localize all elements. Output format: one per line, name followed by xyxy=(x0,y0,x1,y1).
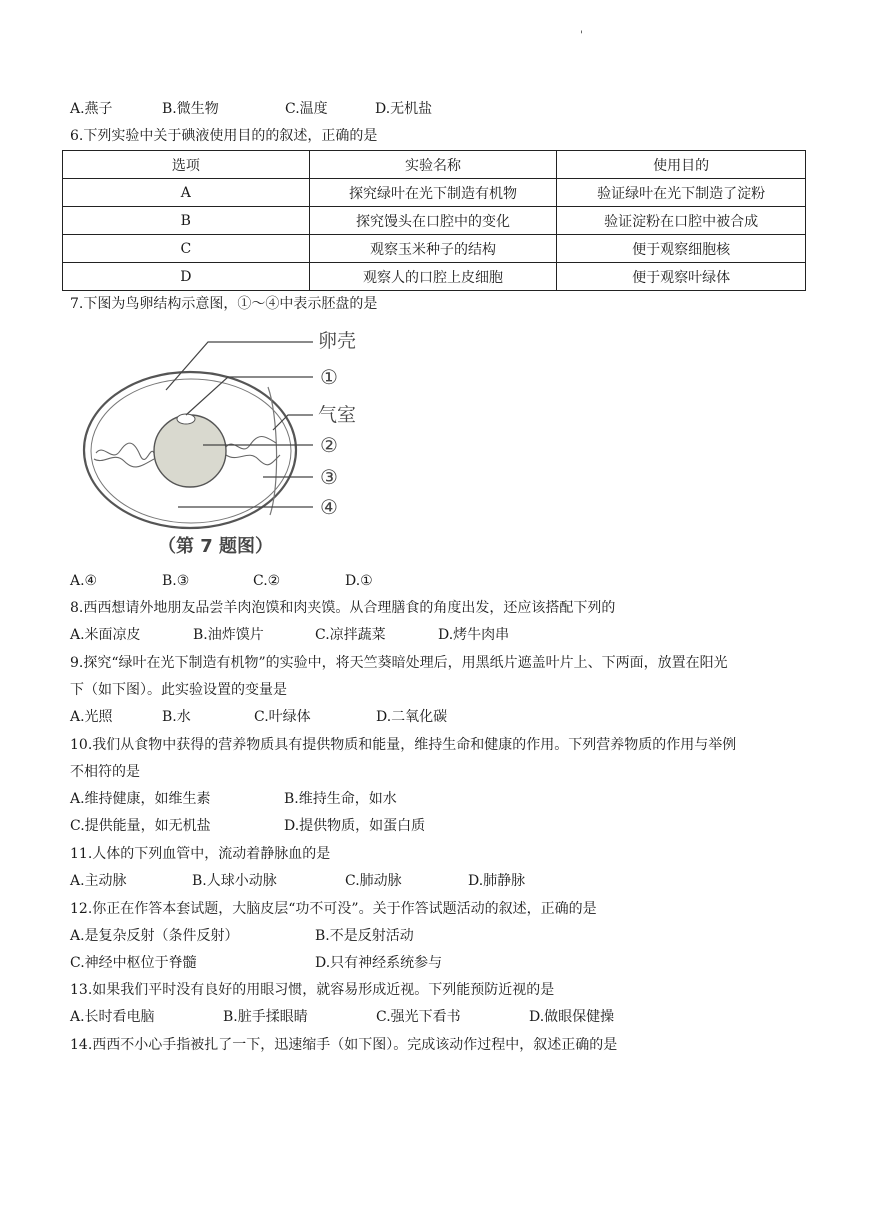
table-header: 选项 xyxy=(63,151,310,179)
q11-option-a: A.主动脉 xyxy=(70,873,127,889)
q8-option-c: C.凉拌蔬菜 xyxy=(315,627,386,643)
table-cell: A xyxy=(63,179,310,207)
q10-option-c: C.提供能量，如无机盐 xyxy=(70,818,211,834)
q5-option-c: C.温度 xyxy=(285,101,328,117)
yolk xyxy=(154,415,226,487)
leader-shell xyxy=(166,342,313,390)
bird-egg-diagram xyxy=(78,325,378,565)
q13-option-c: C.强光下看书 xyxy=(376,1009,461,1025)
table-cell: 观察人的口腔上皮细胞 xyxy=(309,263,557,291)
table-cell: C xyxy=(63,235,310,263)
q8-option-d: D.烤牛肉串 xyxy=(438,627,510,643)
q10-option-a: A.维持健康，如维生素 xyxy=(70,791,211,807)
q7-option-b: B.③ xyxy=(162,573,190,589)
q10-option-d: D.提供物质，如蛋白质 xyxy=(284,818,426,834)
q9-option-c: C.叶绿体 xyxy=(254,709,311,725)
table-header: 使用目的 xyxy=(557,151,806,179)
chalaza-right-2 xyxy=(226,455,280,465)
table-row xyxy=(63,207,806,235)
table-cell: D xyxy=(63,263,310,291)
q9-option-b: B.水 xyxy=(162,709,191,725)
q5-option-d: D.无机盐 xyxy=(375,101,433,117)
q13-option-b: B.脏手揉眼睛 xyxy=(223,1009,308,1025)
leader-1 xyxy=(186,377,313,415)
table-cell: 验证绿叶在光下制造了淀粉 xyxy=(557,179,806,207)
table-header: 实验名称 xyxy=(309,151,557,179)
label-1: ① xyxy=(320,365,338,389)
table-cell: 探究馒头在口腔中的变化 xyxy=(309,207,557,235)
q9-option-d: D.二氧化碳 xyxy=(376,709,448,725)
q7-option-a: A.④ xyxy=(70,573,98,589)
table-cell: 探究绿叶在光下制造有机物 xyxy=(309,179,557,207)
q11-option-d: D.肺静脉 xyxy=(468,873,526,889)
q8-option-a: A.米面凉皮 xyxy=(70,627,141,643)
germinal-disc xyxy=(177,414,195,424)
q11-stem: 11.人体的下列血管中，流动着静脉血的是 xyxy=(70,846,331,862)
q7-option-c: C.② xyxy=(253,573,281,589)
table-header-row xyxy=(63,151,806,179)
q12-option-c: C.神经中枢位于脊髓 xyxy=(70,955,197,971)
q12-option-b: B.不是反射活动 xyxy=(315,928,414,944)
chalaza-left xyxy=(96,443,154,459)
chalaza-right xyxy=(226,437,276,449)
q8-stem: 8.西西想请外地朋友品尝羊肉泡馍和肉夹馍。从合理膳食的角度出发，还应该搭配下列的 xyxy=(70,600,616,616)
q12-stem: 12.你正在作答本套试题，大脑皮层“功不可没”。关于作答试题活动的叙述，正确的是 xyxy=(70,901,597,917)
q13-stem: 13.如果我们平时没有良好的用眼习惯，就容易形成近视。下列能预防近视的是 xyxy=(70,982,555,998)
q9-option-a: A.光照 xyxy=(70,709,113,725)
table-cell: 验证淀粉在口腔中被合成 xyxy=(557,207,806,235)
table-cell: B xyxy=(63,207,310,235)
q8-option-b: B.油炸馍片 xyxy=(193,627,264,643)
q12-option-d: D.只有神经系统参与 xyxy=(315,955,443,971)
table-row xyxy=(63,235,806,263)
q9-stem-line1: 9.探究“绿叶在光下制造有机物”的实验中，将天竺葵暗处理后，用黑纸片遮盖叶片上、下两面，放置在阳光 xyxy=(70,655,728,671)
label-2: ② xyxy=(320,433,338,457)
label-4: ④ xyxy=(320,495,338,519)
label-shell: 卵壳 xyxy=(318,330,357,352)
table-cell: 便于观察细胞核 xyxy=(557,235,806,263)
q7-stem: 7.下图为鸟卵结构示意图，①～④中表示胚盘的是 xyxy=(70,296,378,312)
bird-egg-figure xyxy=(78,325,378,565)
q7-option-d: D.① xyxy=(345,573,373,589)
q9-stem-line2: 下（如下图）。此实验设置的变量是 xyxy=(70,682,287,698)
q11-option-b: B.人球小动脉 xyxy=(192,873,277,889)
table-cell: 观察玉米种子的结构 xyxy=(309,235,557,263)
q6-table xyxy=(62,150,806,291)
q12-option-a: A.是复杂反射（条件反射） xyxy=(70,928,239,944)
q13-option-d: D.做眼保健操 xyxy=(529,1009,615,1025)
label-3: ③ xyxy=(320,465,338,489)
q10-stem-line2: 不相符的是 xyxy=(70,764,140,780)
q13-option-a: A.长时看电脑 xyxy=(70,1009,155,1025)
table-row xyxy=(63,179,806,207)
table-cell: 便于观察叶绿体 xyxy=(557,263,806,291)
q14-stem: 14.西西不小心手指被扎了一下，迅速缩手（如下图）。完成该动作过程中，叙述正确的是 xyxy=(70,1037,618,1053)
header-mark: ' xyxy=(580,30,583,41)
figure-caption: （第 7 题图） xyxy=(158,536,274,557)
q11-option-c: C.肺动脉 xyxy=(345,873,402,889)
q10-option-b: B.维持生命，如水 xyxy=(284,791,397,807)
q10-stem-line1: 10.我们从食物中获得的营养物质具有提供物质和能量，维持生命和健康的作用。下列营养物质的作用与举例 xyxy=(70,737,737,753)
q6-stem: 6.下列实验中关于碘液使用目的的叙述，正确的是 xyxy=(70,128,378,144)
q5-option-b: B.微生物 xyxy=(162,101,219,117)
q5-option-a: A.燕子 xyxy=(70,101,113,117)
table-row xyxy=(63,263,806,291)
label-air-cell: 气室 xyxy=(318,404,357,426)
